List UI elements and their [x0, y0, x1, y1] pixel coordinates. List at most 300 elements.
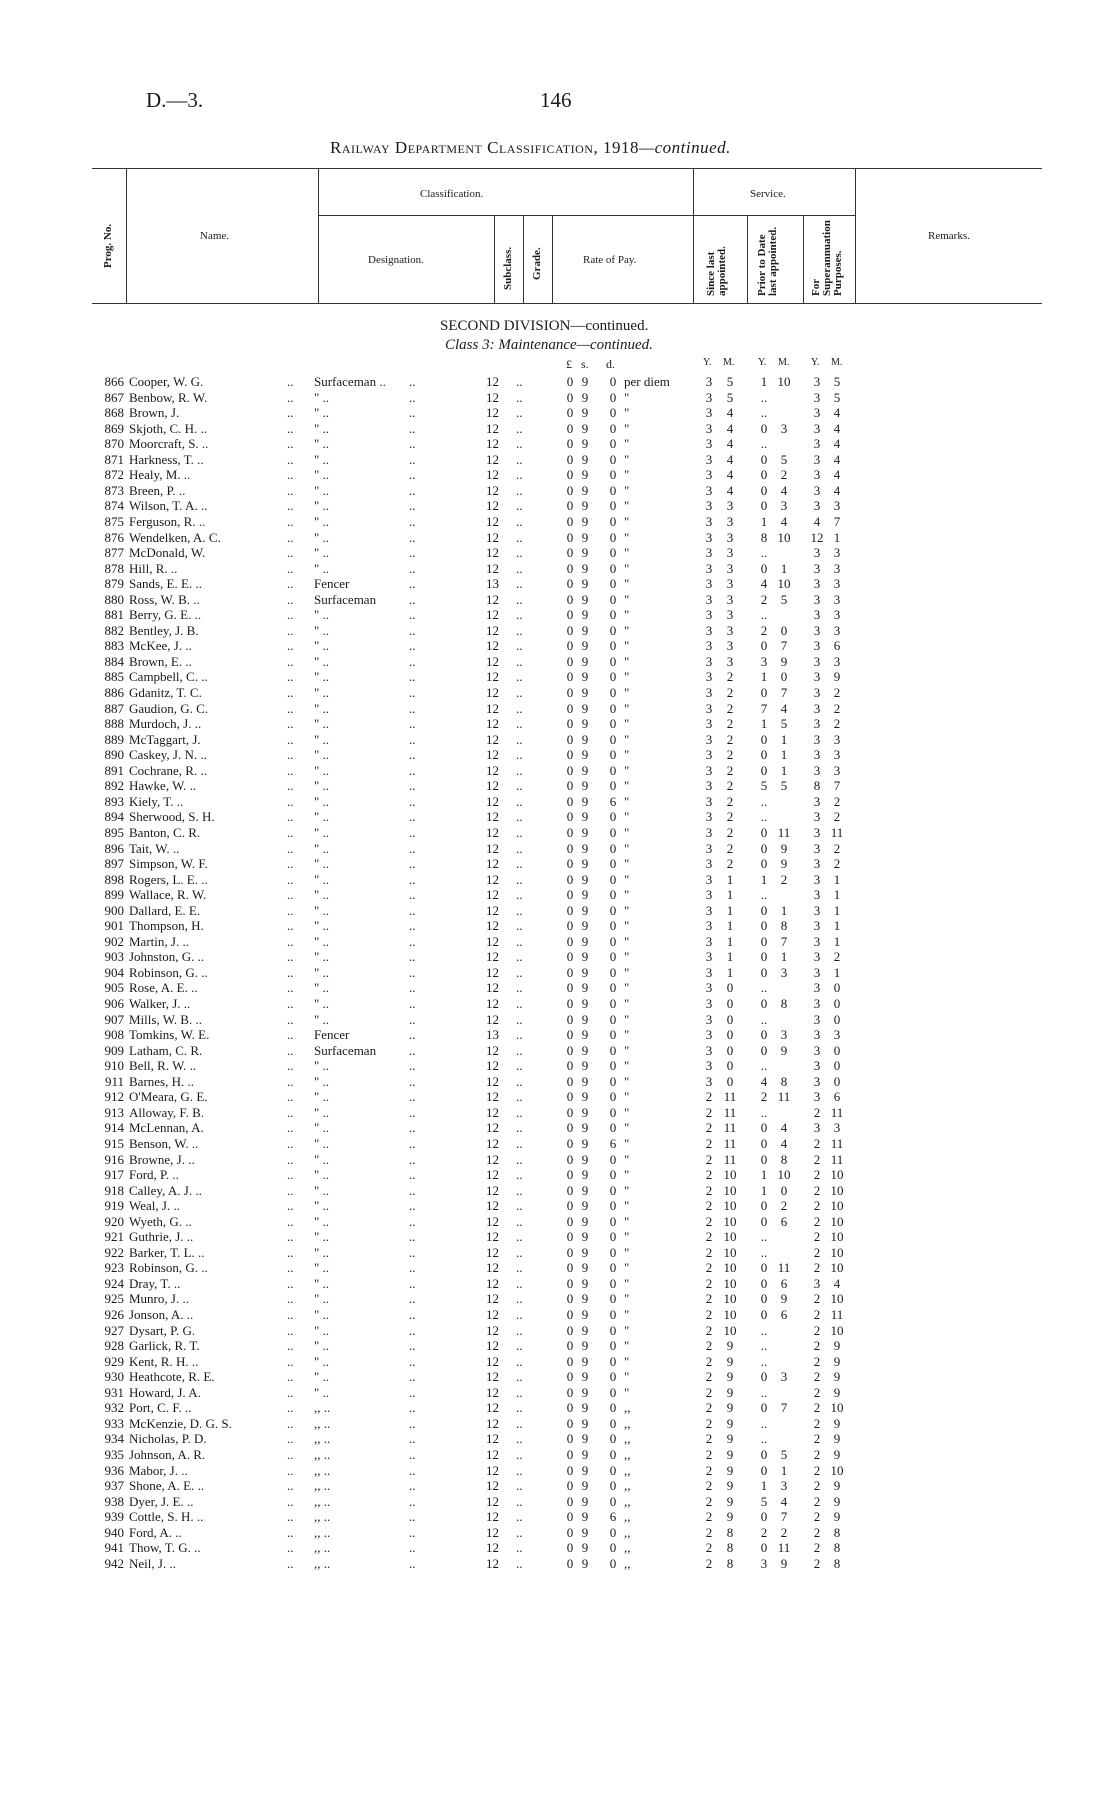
since-months: 8 [726, 1540, 734, 1556]
grade: 12 [486, 1120, 499, 1136]
prior-years: 1 [760, 1478, 768, 1494]
designation: Surfaceman [314, 591, 377, 607]
pay-pounds: 0 [566, 622, 574, 638]
employee-name: Berry, G. E. .. [129, 607, 202, 623]
pay-pounds: 0 [566, 1338, 574, 1354]
prog-no: 922 [104, 1244, 124, 1260]
leader-dots: .. [287, 887, 294, 903]
super-months: 0 [833, 1058, 841, 1074]
employee-name: Garlick, R. T. [129, 1338, 200, 1354]
pay-pence: 0 [609, 1524, 617, 1540]
since-months: 5 [726, 374, 734, 389]
pay-period: " [624, 731, 630, 747]
prog-no: 893 [104, 793, 124, 809]
pay-pounds: 0 [566, 856, 574, 872]
leader-dots: .. [516, 1027, 523, 1043]
leader-dots: .. [516, 871, 523, 887]
since-years: 2 [705, 1182, 713, 1198]
prog-no: 875 [104, 513, 124, 529]
designation: " .. [314, 1135, 330, 1151]
leader-dots: .. [287, 529, 294, 545]
since-years: 3 [705, 545, 713, 561]
pay-pence: 0 [609, 1478, 617, 1494]
pay-pence: 0 [609, 887, 617, 903]
leader-dots: .. [516, 498, 523, 514]
prior-years: 0 [760, 1120, 768, 1136]
leader-dots: .. [516, 685, 523, 700]
pay-pounds: 0 [566, 1431, 574, 1447]
since-years: 2 [705, 1384, 713, 1400]
super-years: 2 [813, 1182, 821, 1198]
employee-name: Simpson, W. F. [129, 856, 208, 872]
super-years: 3 [813, 996, 821, 1011]
designation: " .. [314, 498, 330, 514]
prior-years: 0 [760, 1260, 768, 1276]
employee-name: Thow, T. G. .. [129, 1540, 201, 1556]
since-years: 2 [705, 1135, 713, 1151]
super-years: 8 [813, 778, 821, 794]
designation: " .. [314, 964, 330, 980]
pay-pence: 0 [609, 1353, 617, 1369]
table-row [0, 1307, 1114, 1322]
employee-name: Mabor, J. .. [129, 1462, 188, 1478]
prior-months: 6 [780, 1275, 788, 1291]
pay-shillings: 9 [581, 871, 589, 887]
prior-years: 4 [760, 1073, 768, 1089]
employee-name: Kent, R. H. .. [129, 1353, 199, 1369]
super-years: 3 [813, 1120, 821, 1136]
pay-pounds: 0 [566, 576, 574, 592]
designation: " .. [314, 700, 330, 716]
designation: " .. [314, 949, 330, 965]
leader-dots: .. [409, 1524, 416, 1540]
leader-dots: .. [287, 1540, 294, 1556]
leader-dots: .. [516, 1151, 523, 1167]
table-row [0, 436, 1114, 451]
super-months: 3 [833, 1120, 841, 1136]
pay-period: " [624, 1089, 630, 1105]
since-years: 3 [705, 964, 713, 980]
prior-months: 5 [780, 778, 788, 794]
leader-dots: .. [287, 1353, 294, 1369]
super-months: 10 [830, 1244, 844, 1260]
pay-pounds: 0 [566, 1198, 574, 1214]
designation: " .. [314, 685, 330, 700]
prog-no: 901 [104, 918, 124, 934]
table-row [0, 1276, 1114, 1291]
leader-dots: .. [409, 513, 416, 529]
super-months: 10 [830, 1213, 844, 1229]
prog-no: 879 [104, 576, 124, 592]
designation: " .. [314, 1338, 330, 1354]
grade: 12 [486, 1042, 499, 1058]
grade: 12 [486, 1338, 499, 1354]
pay-shillings: 9 [581, 1540, 589, 1556]
pay-shillings: 9 [581, 1431, 589, 1447]
prog-no: 941 [104, 1540, 124, 1556]
prog-no: 932 [104, 1400, 124, 1416]
leader-dots: .. [409, 1213, 416, 1229]
super-months: 6 [833, 1089, 841, 1105]
super-years: 2 [813, 1353, 821, 1369]
pay-pounds: 0 [566, 933, 574, 949]
employee-name: Banton, C. R. [129, 824, 201, 840]
pay-pence: 0 [609, 716, 617, 732]
since-months: 2 [726, 762, 734, 778]
super-months: 3 [833, 607, 841, 623]
pay-pence: 0 [609, 1073, 617, 1089]
leader-dots: .. [516, 887, 523, 903]
employee-name: Ford, P. .. [129, 1167, 179, 1183]
grade: 12 [486, 513, 499, 529]
employee-name: Wendelken, A. C. [129, 529, 221, 545]
pay-period: " [624, 653, 630, 669]
designation: " .. [314, 871, 330, 887]
pay-pounds: 0 [566, 1353, 574, 1369]
prog-no: 903 [104, 949, 124, 965]
super-months: 11 [830, 1151, 844, 1167]
since-years: 3 [705, 529, 713, 545]
pay-pence: 0 [609, 451, 617, 467]
pay-period: " [624, 1151, 630, 1167]
designation: " .. [314, 902, 330, 918]
leader-dots: .. [409, 1384, 416, 1400]
pay-shillings: 9 [581, 700, 589, 716]
super-months: 0 [833, 1042, 841, 1058]
leader-dots: .. [287, 871, 294, 887]
since-months: 3 [726, 653, 734, 669]
super-years: 3 [813, 545, 821, 561]
since-months: 3 [726, 607, 734, 623]
pay-pounds: 0 [566, 1493, 574, 1509]
prog-no: 926 [104, 1307, 124, 1322]
prior-years: .. [760, 887, 768, 903]
pay-period: " [624, 467, 630, 483]
leader-dots: .. [287, 482, 294, 498]
designation: " .. [314, 436, 330, 452]
pay-pence: 0 [609, 1089, 617, 1105]
leader-dots: .. [409, 1120, 416, 1136]
prior-months: 7 [780, 933, 788, 949]
since-months: 2 [726, 716, 734, 732]
since-months: 10 [723, 1213, 737, 1229]
pay-period: ,, [624, 1478, 631, 1494]
grade: 12 [486, 762, 499, 778]
prog-no: 904 [104, 964, 124, 980]
since-years: 2 [705, 1446, 713, 1462]
super-months: 4 [833, 467, 841, 483]
pay-pence: 0 [609, 731, 617, 747]
pay-period: " [624, 1244, 630, 1260]
prog-no: 920 [104, 1213, 124, 1229]
grade: 12 [486, 498, 499, 514]
since-years: 2 [705, 1322, 713, 1338]
prior-months: 5 [780, 716, 788, 732]
super-months: 9 [833, 1338, 841, 1354]
employee-name: Mills, W. B. .. [129, 1011, 202, 1027]
designation: " .. [314, 1229, 330, 1245]
since-months: 2 [726, 731, 734, 747]
pay-shillings: 9 [581, 856, 589, 872]
pay-shillings: 9 [581, 513, 589, 529]
employee-name: Munro, J. .. [129, 1291, 189, 1307]
employee-name: Campbell, C. .. [129, 669, 208, 685]
pay-period: " [624, 1058, 630, 1074]
prior-months: 7 [780, 685, 788, 700]
prog-no: 933 [104, 1415, 124, 1431]
leader-dots: .. [409, 1073, 416, 1089]
grade: 12 [486, 545, 499, 561]
leader-dots: .. [409, 996, 416, 1011]
since-months: 11 [723, 1089, 737, 1105]
prior-years: 0 [760, 747, 768, 763]
pay-pence: 6 [609, 793, 617, 809]
prior-years: 0 [760, 467, 768, 483]
leader-dots: .. [516, 1524, 523, 1540]
prior-years: 0 [760, 840, 768, 856]
since-years: 3 [705, 607, 713, 623]
since-years: 2 [705, 1151, 713, 1167]
table-row [0, 576, 1114, 591]
leader-dots: .. [409, 700, 416, 716]
table-row [0, 1120, 1114, 1135]
since-years: 3 [705, 700, 713, 716]
prior-years: 1 [760, 1182, 768, 1198]
leader-dots: .. [516, 591, 523, 607]
since-months: 10 [723, 1260, 737, 1276]
leader-dots: .. [516, 1446, 523, 1462]
designation: " .. [314, 933, 330, 949]
super-months: 6 [833, 638, 841, 654]
pay-period: " [624, 405, 630, 421]
prior-months: 5 [780, 451, 788, 467]
pay-pence: 0 [609, 498, 617, 514]
since-months: 1 [726, 887, 734, 903]
prior-months: 8 [780, 918, 788, 934]
leader-dots: .. [409, 809, 416, 825]
grade: 12 [486, 856, 499, 872]
pay-pence: 0 [609, 1260, 617, 1276]
super-months: 9 [833, 1431, 841, 1447]
prior-months: 9 [780, 840, 788, 856]
pay-pence: 0 [609, 809, 617, 825]
super-months: 1 [833, 871, 841, 887]
super-months: 9 [833, 1446, 841, 1462]
pay-shillings: 9 [581, 1198, 589, 1214]
designation: ,, .. [314, 1509, 331, 1525]
super-months: 8 [833, 1540, 841, 1556]
leader-dots: .. [287, 560, 294, 576]
table-row [0, 1136, 1114, 1151]
prog-no: 866 [104, 374, 124, 389]
leader-dots: .. [409, 1167, 416, 1183]
prog-no: 911 [104, 1073, 124, 1089]
super-years: 2 [813, 1555, 821, 1571]
employee-name: O'Meara, G. E. [129, 1089, 208, 1105]
designation: ,, .. [314, 1431, 331, 1447]
designation: " .. [314, 451, 330, 467]
prior-months: 8 [780, 1151, 788, 1167]
leader-dots: .. [409, 1478, 416, 1494]
prog-no: 867 [104, 389, 124, 405]
pay-shillings: 9 [581, 1213, 589, 1229]
designation: " .. [314, 1244, 330, 1260]
super-years: 12 [810, 529, 824, 545]
pay-pounds: 0 [566, 1213, 574, 1229]
designation: " .. [314, 560, 330, 576]
since-months: 3 [726, 545, 734, 561]
prog-no: 890 [104, 747, 124, 763]
prior-years: 2 [760, 591, 768, 607]
prior-years: .. [760, 1431, 768, 1447]
super-years: 3 [813, 716, 821, 732]
since-months: 2 [726, 669, 734, 685]
prior-months: 1 [780, 731, 788, 747]
table-row [0, 1089, 1114, 1104]
since-months: 9 [726, 1431, 734, 1447]
pay-pence: 0 [609, 622, 617, 638]
pay-shillings: 9 [581, 762, 589, 778]
since-months: 0 [726, 996, 734, 1011]
prior-years: 0 [760, 1446, 768, 1462]
pay-period: " [624, 420, 630, 436]
table-row [0, 949, 1114, 964]
prior-months: 4 [780, 1493, 788, 1509]
prog-no: 905 [104, 980, 124, 996]
leader-dots: .. [516, 1058, 523, 1074]
employee-name: Latham, C. R. [129, 1042, 203, 1058]
pay-shillings: 9 [581, 1027, 589, 1043]
leader-dots: .. [409, 1446, 416, 1462]
leader-dots: .. [409, 1089, 416, 1105]
since-months: 3 [726, 638, 734, 654]
super-years: 3 [813, 1058, 821, 1074]
prior-months: 3 [780, 420, 788, 436]
super-years: 3 [813, 482, 821, 498]
leader-dots: .. [287, 1307, 294, 1322]
pay-shillings: 9 [581, 1509, 589, 1525]
employee-name: Bentley, J. B. [129, 622, 199, 638]
prior-years: 2 [760, 1089, 768, 1105]
super-months: 3 [833, 591, 841, 607]
table-row [0, 638, 1114, 653]
super-years: 3 [813, 731, 821, 747]
pay-period: " [624, 933, 630, 949]
since-months: 9 [726, 1384, 734, 1400]
pay-pounds: 0 [566, 1540, 574, 1556]
table-row [0, 1229, 1114, 1244]
prog-no: 929 [104, 1353, 124, 1369]
grade: 12 [486, 793, 499, 809]
super-months: 11 [830, 1135, 844, 1151]
prior-months: 8 [780, 996, 788, 1011]
pay-pence: 0 [609, 980, 617, 996]
pay-shillings: 9 [581, 1104, 589, 1120]
pay-pounds: 0 [566, 700, 574, 716]
table-row [0, 405, 1114, 420]
pay-period: " [624, 607, 630, 623]
super-years: 3 [813, 653, 821, 669]
employee-name: Cochrane, R. .. [129, 762, 207, 778]
since-years: 2 [705, 1555, 713, 1571]
pay-pounds: 0 [566, 1555, 574, 1571]
prog-no: 923 [104, 1260, 124, 1276]
pay-shillings: 9 [581, 809, 589, 825]
prog-no: 877 [104, 545, 124, 561]
pay-shillings: 9 [581, 747, 589, 763]
since-months: 11 [723, 1151, 737, 1167]
grade: 12 [486, 653, 499, 669]
prior-months: 4 [780, 700, 788, 716]
employee-name: Kiely, T. .. [129, 793, 184, 809]
table-row [0, 965, 1114, 980]
employee-name: Breen, P. .. [129, 482, 186, 498]
since-years: 3 [705, 856, 713, 872]
employee-name: Healy, M. .. [129, 467, 191, 483]
leader-dots: .. [409, 840, 416, 856]
leader-dots: .. [409, 1322, 416, 1338]
pay-pounds: 0 [566, 1478, 574, 1494]
prior-months: 5 [780, 591, 788, 607]
page-number: 146 [540, 88, 572, 112]
employee-name: Neil, J. .. [129, 1555, 176, 1571]
leader-dots: .. [516, 653, 523, 669]
prior-months: 7 [780, 1509, 788, 1525]
super-months: 10 [830, 1167, 844, 1183]
prior-months: 0 [780, 1182, 788, 1198]
prog-no: 902 [104, 933, 124, 949]
since-months: 0 [726, 980, 734, 996]
designation: " .. [314, 1104, 330, 1120]
super-months: 0 [833, 996, 841, 1011]
prog-no: 869 [104, 420, 124, 436]
pay-shillings: 9 [581, 1555, 589, 1571]
table-row [0, 1058, 1114, 1073]
leader-dots: .. [516, 1415, 523, 1431]
super-years: 2 [813, 1369, 821, 1385]
since-months: 4 [726, 436, 734, 452]
pay-shillings: 9 [581, 1462, 589, 1478]
prior-years: 0 [760, 1462, 768, 1478]
column-for-super: For Superannuation Purposes. [810, 220, 844, 296]
since-months: 1 [726, 949, 734, 965]
pay-pounds: 0 [566, 1244, 574, 1260]
leader-dots: .. [287, 1462, 294, 1478]
leader-dots: .. [516, 1073, 523, 1089]
prior-months: 7 [780, 1400, 788, 1416]
prior-months: 0 [780, 669, 788, 685]
prog-no: 915 [104, 1135, 124, 1151]
prog-no: 881 [104, 607, 124, 623]
leader-dots: .. [287, 467, 294, 483]
employee-name: Benbow, R. W. [129, 389, 208, 405]
since-years: 3 [705, 1027, 713, 1043]
pay-pence: 0 [609, 1213, 617, 1229]
table-row [0, 1354, 1114, 1369]
leader-dots: .. [287, 1027, 294, 1043]
super-years: 3 [813, 638, 821, 654]
pay-pence: 0 [609, 1104, 617, 1120]
prior-months: 10 [777, 529, 791, 545]
designation: " .. [314, 1291, 330, 1307]
prog-no: 892 [104, 778, 124, 794]
leader-dots: .. [516, 1229, 523, 1245]
super-months: 11 [830, 1307, 844, 1322]
prog-no: 913 [104, 1104, 124, 1120]
employee-name: Tomkins, W. E. [129, 1027, 210, 1043]
grade: 12 [486, 436, 499, 452]
grade: 12 [486, 887, 499, 903]
